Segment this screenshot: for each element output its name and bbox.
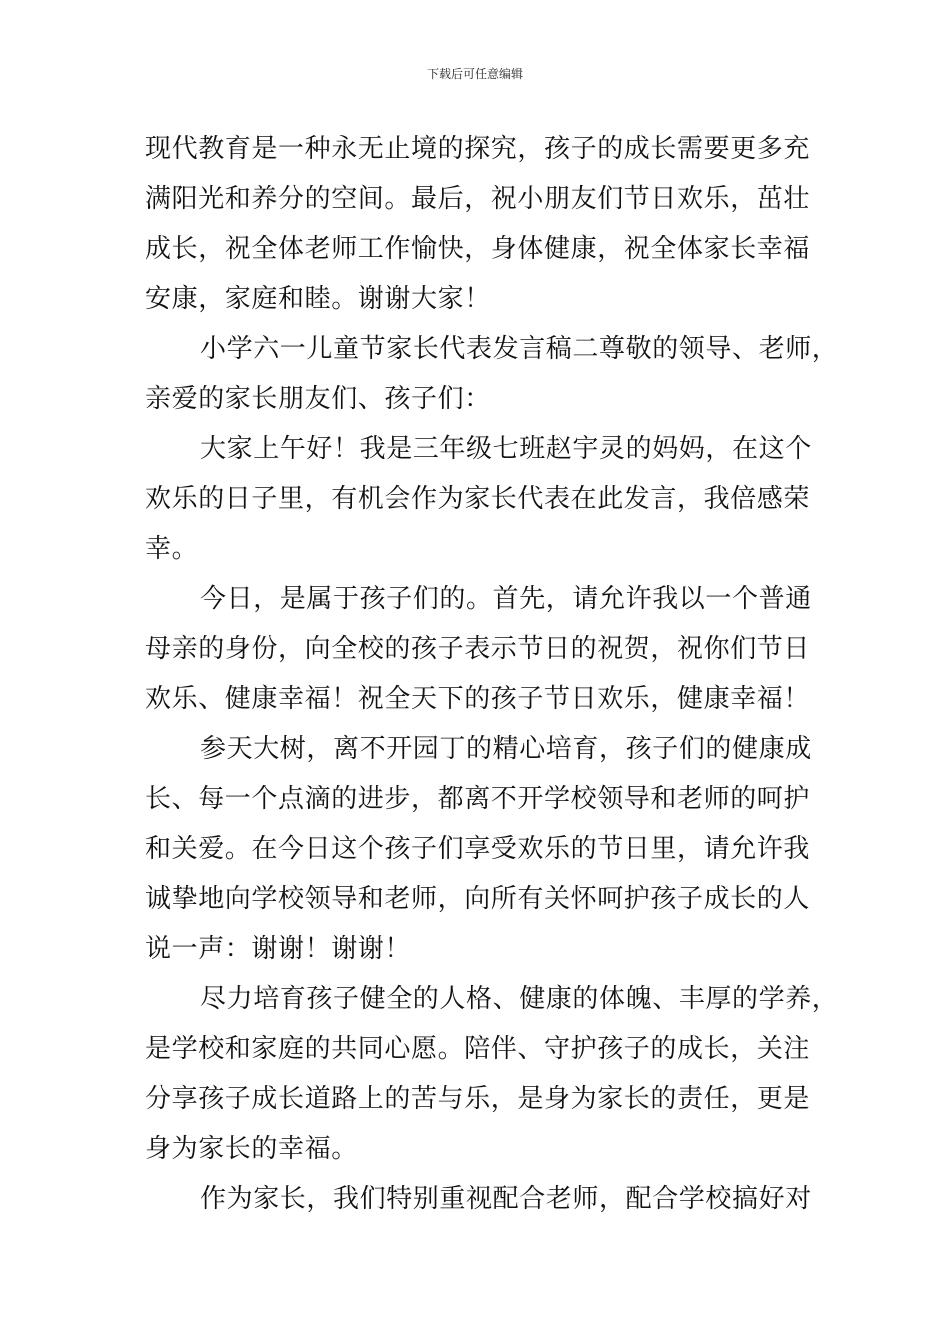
text-line: 分享孩子成长道路上的苦与乐，是身为家长的责任，更是 <box>145 1084 811 1114</box>
paragraph-wishes <box>145 574 810 724</box>
text-line: 安康，家庭和睦。谢谢大家！ <box>145 284 491 314</box>
text-line: 和关爱。在今日这个孩子们享受欢乐的节日里，请允许我 <box>145 834 811 864</box>
paragraph-cooperation <box>145 1174 810 1224</box>
text-line: 是学校和家庭的共同心愿。陪伴、守护孩子的成长，关注 <box>145 1034 811 1064</box>
text-line: 身为家长的幸福。 <box>145 1134 358 1164</box>
text-line: 成长，祝全体老师工作愉快，身体健康，祝全体家长幸福 <box>145 234 811 264</box>
text-line: 欢乐的日子里，有机会作为家长代表在此发言，我倍感荣 <box>145 484 811 514</box>
text-line: 满阳光和养分的空间。最后，祝小朋友们节日欢乐，茁壮 <box>145 184 811 214</box>
text-line: 小学六一儿童节家长代表发言稿二尊敬的领导、老师， <box>200 334 839 364</box>
text-line: 作为家长，我们特别重视配合老师，配合学校搞好对 <box>200 1184 812 1214</box>
paragraph-greeting <box>145 424 810 574</box>
text-line: 尽力培育孩子健全的人格、健康的体魄、丰厚的学养， <box>200 984 839 1014</box>
paragraph-speech-title <box>145 324 839 424</box>
paragraph-closing <box>145 124 810 324</box>
text-line: 幸。 <box>145 534 199 564</box>
text-line: 大家上午好！我是三年级七班赵宇灵的妈妈，在这个 <box>200 434 812 464</box>
paragraph-thanks <box>145 724 810 974</box>
text-line: 欢乐、健康幸福！祝全天下的孩子节日欢乐，健康幸福！ <box>145 684 811 714</box>
text-line: 长、每一个点滴的进步，都离不开学校领导和老师的呵护 <box>145 784 811 814</box>
text-line: 母亲的身份，向全校的孩子表示节日的祝贺，祝你们节日 <box>145 634 811 664</box>
text-line: 现代教育是一种永无止境的探究，孩子的成长需要更多充 <box>145 134 811 164</box>
text-line: 参天大树，离不开园丁的精心培育，孩子们的健康成 <box>200 734 812 764</box>
page-header: 下载后可任意编辑 <box>426 67 523 81</box>
paragraph-shared-wish <box>145 974 839 1174</box>
text-line: 今日，是属于孩子们的。首先，请允许我以一个普通 <box>200 584 812 614</box>
text-line: 说一声：谢谢！谢谢！ <box>145 934 412 964</box>
text-line: 亲爱的家长朋友们、孩子们： <box>145 384 491 414</box>
text-line: 诚挚地向学校领导和老师，向所有关怀呵护孩子成长的人 <box>145 884 811 914</box>
document-body <box>145 124 839 1224</box>
